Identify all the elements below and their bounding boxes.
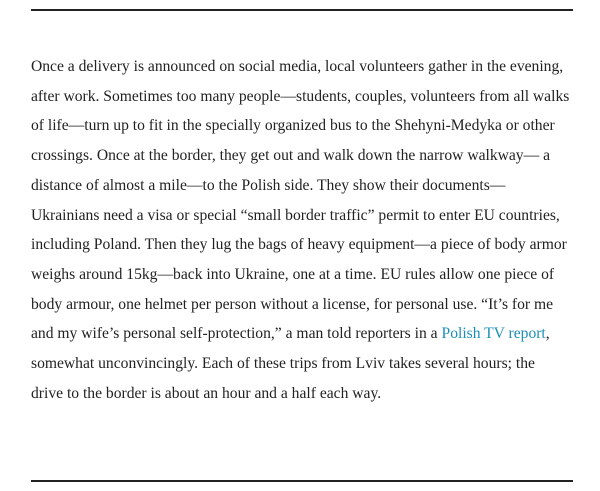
polish-tv-report-link[interactable]: Polish TV report bbox=[441, 325, 546, 343]
line-10-comma: , bbox=[545, 325, 550, 343]
paragraph-line-2: after work. Sometimes too many people—students, couples, volunteers from all walks bbox=[31, 87, 570, 105]
paragraph-line-1: Once a delivery is announced on social media, local volunteers gather in the evening, bbox=[31, 58, 564, 75]
paragraph-line-3: of life—turn up to fit in the specially organized bus to the Shehyni-Medyka or other bbox=[31, 117, 555, 135]
paragraph-line-9: body armour, one helmet per person without a license, for personal use. “It’s for me bbox=[31, 295, 554, 313]
paragraph-line-8: weighs around 15kg—back into Ukraine, one at a time. EU rules allow one piece of bbox=[31, 265, 555, 283]
paragraph-line-12: drive to the border is about an hour and a half each way. bbox=[31, 384, 382, 402]
paragraph-line-5: distance of almost a mile—to the Polish side. They show their documents— bbox=[31, 176, 506, 194]
article-paragraph bbox=[31, 52, 576, 408]
line-10-text: and my wife’s personal self-protection,” a man told reporters in a bbox=[31, 325, 442, 343]
paragraph-line-10 bbox=[31, 319, 576, 349]
paragraph-line-11: somewhat unconvincingly. Each of these trips from Lviv takes several hours; the bbox=[31, 355, 535, 373]
paragraph-line-6: Ukrainians need a visa or special “small border traffic” permit to enter EU countries, bbox=[31, 206, 560, 224]
paragraph-line-7: including Poland. Then they lug the bags of heavy equipment—a piece of body armor bbox=[31, 236, 567, 254]
paragraph-line-4: crossings. Once at the border, they get out and walk down the narrow walkway— a bbox=[31, 147, 551, 165]
bottom-divider bbox=[31, 480, 573, 482]
top-divider bbox=[31, 9, 573, 11]
